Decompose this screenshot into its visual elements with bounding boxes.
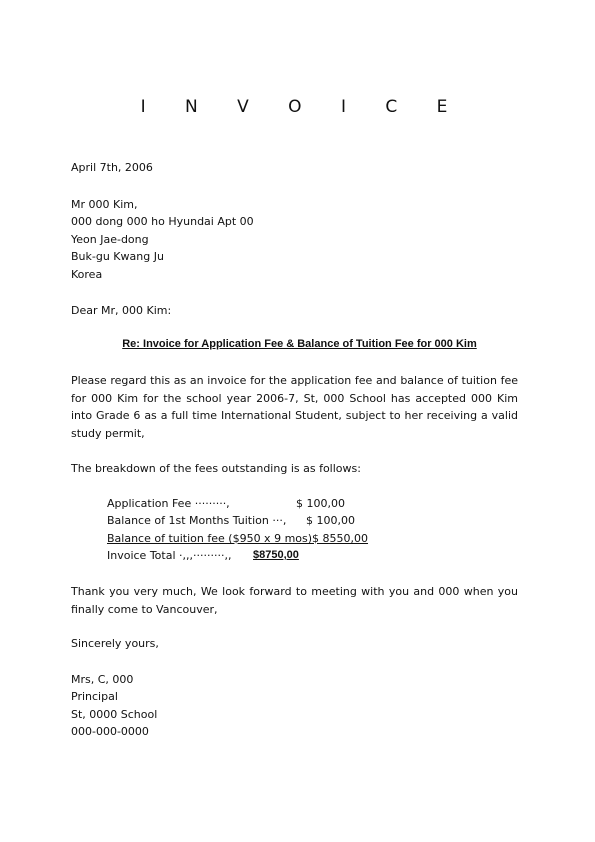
- paragraph-line: finally come to Vancouver,: [71, 602, 218, 616]
- signature-name: Mrs, C, 000: [71, 673, 134, 686]
- subject-line: Re: Invoice for Application Fee & Balance of Tuition Fee for 000 Kim: [122, 338, 477, 350]
- paragraph-line: into Grade 6 as a full time International Student, subject to her receiving a valid: [71, 409, 518, 422]
- paragraph-line: study permit,: [71, 426, 145, 440]
- paragraph-invoice-purpose: [71, 372, 518, 442]
- fee-label: Balance of 1st Months Tuition ···,: [107, 514, 287, 527]
- breakdown-intro: The breakdown of the fees outstanding is as follows:: [71, 462, 361, 475]
- fee-row-application: [107, 497, 230, 510]
- fee-row-first-month: [107, 514, 286, 527]
- paragraph-line: Thank you very much, We look forward to meeting with you and 000 when you: [71, 585, 518, 598]
- recipient-address-line-1: 000 dong 000 ho Hyundai Apt 00: [71, 215, 254, 228]
- paragraph-thank-you: [71, 583, 518, 618]
- paragraph-line: for 000 Kim for the school year 2006-7, St, 000 School has accepted 000 Kim: [71, 391, 518, 405]
- recipient-address-line-2: Yeon Jae-dong: [71, 233, 149, 246]
- fee-row-total: [107, 549, 231, 562]
- invoice-title: I N V O I C E: [140, 97, 465, 117]
- signature-school: St, 0000 School: [71, 708, 158, 721]
- fee-label: Application Fee ·········,: [107, 497, 230, 510]
- fee-row-tuition-balance: Balance of tuition fee ($950 x 9 mos)$ 8550,00: [107, 532, 369, 545]
- recipient-country: Korea: [71, 268, 103, 281]
- invoice-date: April 7th, 2006: [71, 161, 153, 174]
- recipient-name: Mr 000 Kim,: [71, 198, 138, 211]
- paragraph-line: Please regard this as an invoice for the application fee and balance of tuition fee: [71, 374, 518, 387]
- salutation: Dear Mr, 000 Kim:: [71, 304, 172, 317]
- signature-role: Principal: [71, 690, 118, 703]
- fee-amount-total: $8750,00: [253, 549, 299, 561]
- fee-label: Invoice Total ·,,,·········,,: [107, 549, 232, 562]
- fee-amount-first-month: $ 100,00: [306, 514, 355, 527]
- closing: Sincerely yours,: [71, 637, 159, 650]
- fee-amount-application: $ 100,00: [296, 497, 345, 510]
- signature-phone: 000-000-0000: [71, 725, 149, 738]
- recipient-address-line-3: Buk-gu Kwang Ju: [71, 250, 164, 263]
